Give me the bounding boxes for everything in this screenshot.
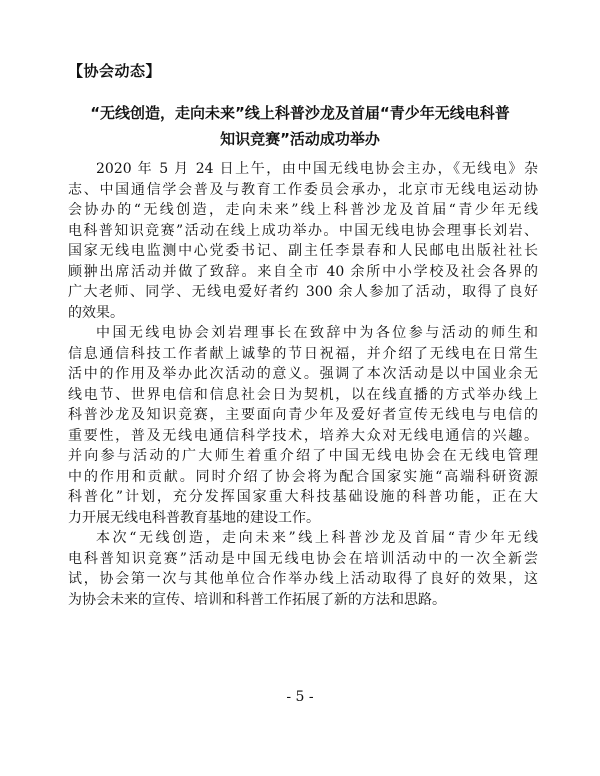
title-line: “无线创造，走向未来”线上科普沙龙及首届“青少年无线电科普 (90, 104, 510, 122)
paragraph-line: 科普沙龙及知识竞赛，主要面向青少年及爱好者宣传无线电与电信的 (68, 407, 538, 423)
page-number: - 5 - (286, 689, 314, 705)
paragraph-line: 电科普知识竞赛”活动在线上成功举办。中国无线电协会理事长刘岩、 (68, 222, 538, 239)
paragraph-line: 电科普知识竞赛”活动是中国无线电协会在培训活动中的一次全新尝 (68, 550, 538, 567)
paragraph-line: 线电节、世界电信和信息社会日为契机，以在线直播的方式举办线上 (68, 386, 538, 403)
section-tag: 【协会动态】 (68, 62, 162, 80)
article-body (68, 159, 538, 610)
paragraph-line: 信息通信科技工作者献上诚挚的节日祝福，并介绍了无线电在日常生 (68, 345, 538, 362)
paragraph-line: 活中的作用及举办此次活动的意义。强调了本次活动是以中国业余无 (68, 366, 538, 382)
paragraph-line: 中国无线电协会刘岩理事长在致辞中为各位参与活动的师生和 (96, 325, 538, 341)
paragraph-3 (68, 528, 538, 610)
paragraph-1 (68, 159, 538, 323)
paragraph-line: 为协会未来的宣传、培训和科普工作拓展了新的方法和思路。 (68, 591, 446, 608)
paragraph-line: 试，协会第一次与其他单位合作举办线上活动取得了良好的效果，这 (68, 571, 538, 587)
paragraph-2 (68, 323, 538, 528)
paragraph-line: 科普化”计划，充分发挥国家重大科技基础设施的科普功能，正在大 (68, 489, 538, 505)
paragraph-line: 广大老师、同学、无线电爱好者约 300 余人参加了活动，取得了良好 (68, 284, 538, 300)
paragraph-line: 志、中国通信学会普及与教育工作委员会承办，北京市无线电运动协 (68, 181, 538, 198)
paragraph-line: 重要性，普及无线电通信科学技术，培养大众对无线电通信的兴趣。 (68, 427, 538, 444)
paragraph-line: 会协办的“无线创造，走向未来”线上科普沙龙及首届“青少年无线 (68, 202, 538, 218)
paragraph-line: 并向参与活动的广大师生着重介绍了中国无线电协会在无线电管理 (68, 448, 538, 464)
paragraph-line: 本次“无线创造，走向未来”线上科普沙龙及首届“青少年无线 (96, 530, 538, 546)
paragraph-line: 顾翀出席活动并做了致辞。来自全市 40 余所中小学校及社会各界的 (68, 263, 538, 280)
paragraph-line: 的效果。 (68, 304, 124, 321)
paragraph-line: 2020 年 5 月 24 日上午，由中国无线电协会主办，《无线电》杂 (96, 161, 538, 177)
paragraph-line: 中的作用和贡献。同时介绍了协会将为配合国家实施“高端科研资源 (68, 468, 538, 485)
title-line: 知识竞赛”活动成功举办 (220, 130, 380, 148)
article-title (60, 100, 540, 152)
paragraph-line: 力开展无线电科普教育基地的建设工作。 (68, 509, 320, 526)
paragraph-line: 国家无线电监测中心党委书记、副主任李景春和人民邮电出版社社长 (68, 243, 538, 259)
